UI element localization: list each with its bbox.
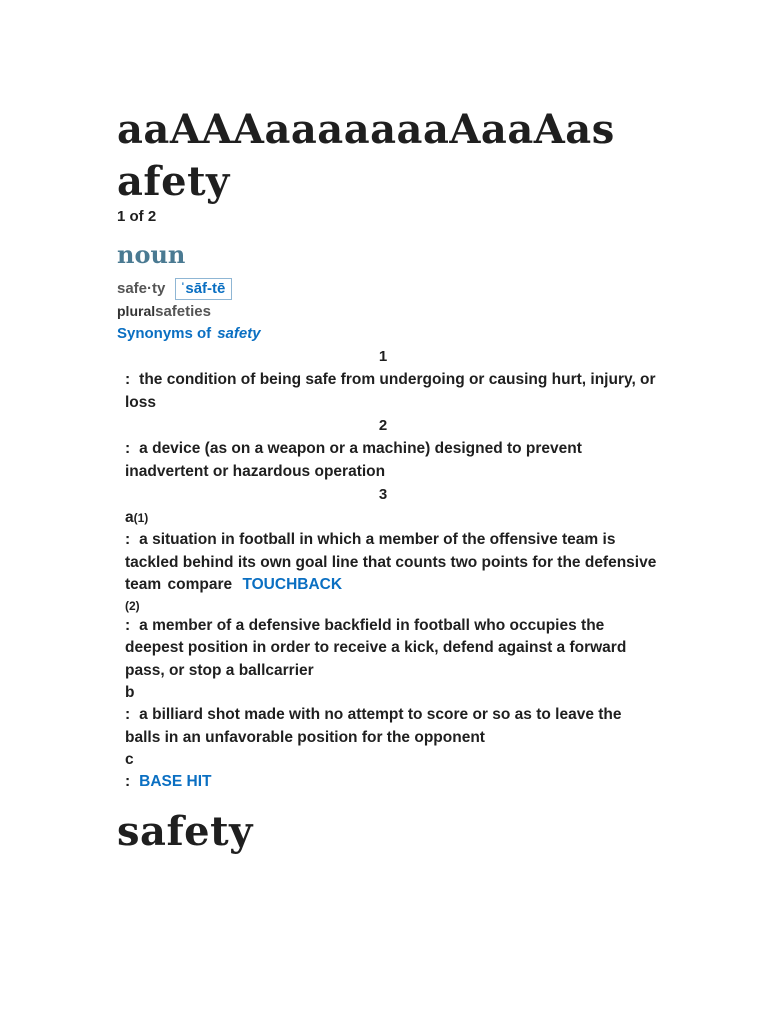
synonyms-label: Synonyms of	[117, 325, 212, 342]
definition-colon: :	[125, 531, 131, 548]
plural-label: plural	[117, 303, 156, 319]
definition-colon: :	[125, 706, 131, 723]
sense-definition	[117, 615, 657, 683]
syllables-row	[117, 278, 657, 300]
cross-reference-link[interactable]: BASE HIT	[139, 773, 212, 790]
synonyms-link[interactable]	[117, 323, 657, 345]
subsense-letter-b: b	[125, 684, 135, 701]
entry-count: 1 of 2	[117, 208, 157, 225]
definition-text: a situation in football in which a member of the offensive team is tackled behind its own goal line that counts two points for the defensive team	[125, 531, 657, 593]
definition-colon: :	[125, 616, 131, 634]
sense-number: 1	[378, 348, 388, 365]
sense-definition	[117, 438, 657, 483]
subsense-number: (2)	[125, 598, 140, 613]
synonyms-word: safety	[217, 325, 261, 342]
subsense-letter	[117, 507, 657, 529]
sense-definition	[117, 704, 657, 749]
definition-colon: :	[125, 773, 131, 790]
definition-text: a member of a defensive backfield in football who occupies the deepest position in order to receive a kick, defend against a forward pass, or stop a ballcarrier	[125, 616, 627, 679]
subsense-number: (1)	[133, 511, 149, 525]
subsense-letter-c: c	[125, 751, 134, 768]
sense-definition	[117, 771, 657, 794]
definition-text: the condition of being safe from undergoing or causing hurt, injury, or loss	[125, 371, 656, 411]
subsense-letter-a: a	[125, 509, 134, 526]
definition-colon: :	[125, 371, 131, 388]
syllables: safe·ty	[117, 280, 166, 297]
part-of-speech: noun	[117, 240, 186, 269]
entry-headword: aaAAAaaaaaaaAaaAasafety	[117, 106, 615, 205]
sense-definition	[117, 369, 657, 414]
definition-colon: :	[125, 440, 131, 457]
plural-form: safeties	[155, 303, 211, 320]
dictionary-entry	[117, 0, 657, 858]
definition-text: a billiard shot made with no attempt to score or so as to leave the balls in an unfavorable position for the opponent	[125, 706, 622, 746]
sense-definition	[117, 529, 657, 597]
subsense-number-row	[117, 597, 657, 615]
plural-row	[117, 300, 657, 323]
definition-text: a device (as on a weapon or a machine) designed to prevent inadvertent or hazardous operation	[125, 440, 582, 480]
sense-number: 3	[378, 486, 388, 503]
next-entry-headword: safety	[117, 807, 253, 855]
pronunciation-button[interactable]: ˈsāf-tē	[175, 278, 232, 300]
sense-number: 2	[378, 417, 388, 434]
cross-reference-link[interactable]: TOUCHBACK	[242, 576, 343, 593]
compare-label: compare	[167, 576, 233, 593]
